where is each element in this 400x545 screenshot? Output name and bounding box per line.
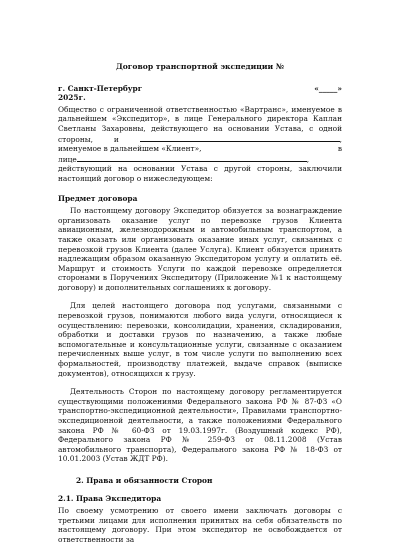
preamble — [58, 105, 342, 154]
section-2-1-heading: 2.1. Права Экспедитора — [58, 493, 162, 503]
preamble-closing: действующий на основании Устава с другой стороны, заключили настоящий договор о нижеследующем: — [58, 164, 342, 183]
document-title: Договор транспортной экспедиции № — [115, 62, 285, 71]
preamble-text-3: в — [337, 144, 342, 154]
client-name-blank — [140, 134, 340, 142]
subject-paragraph-2: Для целей настоящего договора под услугами, связанными с перевозкой грузов, понимаются любого вида услуги, относящиеся к осуществлению: перевозки, консолидации, хранения, складирования, обработки и доставки грузов по назначению, а также любые вспомогательные и консультационные услуги, связанные с оказанием перечисленных выше услуг, в том числе услуги по выполнению всех формальностей, производству платежей, выдаче справок (выписке документов), относящихся к грузу. — [58, 301, 342, 378]
section-2-heading: 2. Права и обязанности Сторон — [76, 475, 213, 485]
subject-heading: Предмет договора — [58, 193, 138, 203]
year: 2025г. — [58, 93, 86, 103]
preamble-text-1: Общество с ограниченной ответственностью «Вартранс», именуемое в дальнейшем «Экспедитор», в лице Генерального директора Каплан Светланы Захаровны, действующего на основании Устава, с одной стороны, и — [58, 104, 342, 144]
rights-paragraph-1: По своему усмотрению от своего имени заключать договоры с третьими лицами для исполнения принятых на себя обязательств по настоящему договору. При этом экспедитор не освобождается от ответственности за — [58, 506, 342, 544]
date-blank: «_____» — [314, 83, 342, 93]
city-date-row — [58, 84, 342, 94]
preamble-line-representative — [58, 154, 342, 165]
subject-paragraph-3: Деятельность Сторон по настоящему договору регламентируется существующими положениями Федерального закона РФ № 87-ФЗ «О транспортно-экспедиционной деятельности», Правилами транспортно-экспедиционной деятельности, а также положениями Федерального закона РФ № 60-ФЗ от 19.03.1997г. (Воздушный кодекс РФ), Федерального закона РФ № 259-ФЗ от 08.11.2008 (Устав автомобильного транспорта), Федерального закона РФ № 18-ФЗ от 10.01.2003 (Устав ЖДТ РФ). — [58, 387, 342, 464]
subject-paragraph-1: По настоящему договору Экспедитор обязуется за вознаграждение организовать оказание услуг по перевозке грузов Клиента авиационным, железнодорожным и автомобильным транспортом, а также оказать или организовать оказание иных услуг, связанных с перевозкой грузов Клиента (далее Услуга). Клиент обязуется принять надлежащим образом оказанную Экспедитором услугу и оплатить её. Маршрут и стоимость Услуги по каждой перевозке определяется сторонами в Поручениях Экспедитору (Приложение №1 к настоящему договору) и дополнительных соглашениях к договору. — [58, 206, 342, 292]
preamble-text-5: , — [306, 154, 310, 164]
preamble-text-4: лице — [58, 154, 77, 164]
representative-blank — [77, 154, 310, 164]
city: г. Санкт-Петербург — [58, 83, 143, 93]
preamble-text-2: , именуемое в дальнейшем «Клиент», — [58, 134, 342, 154]
